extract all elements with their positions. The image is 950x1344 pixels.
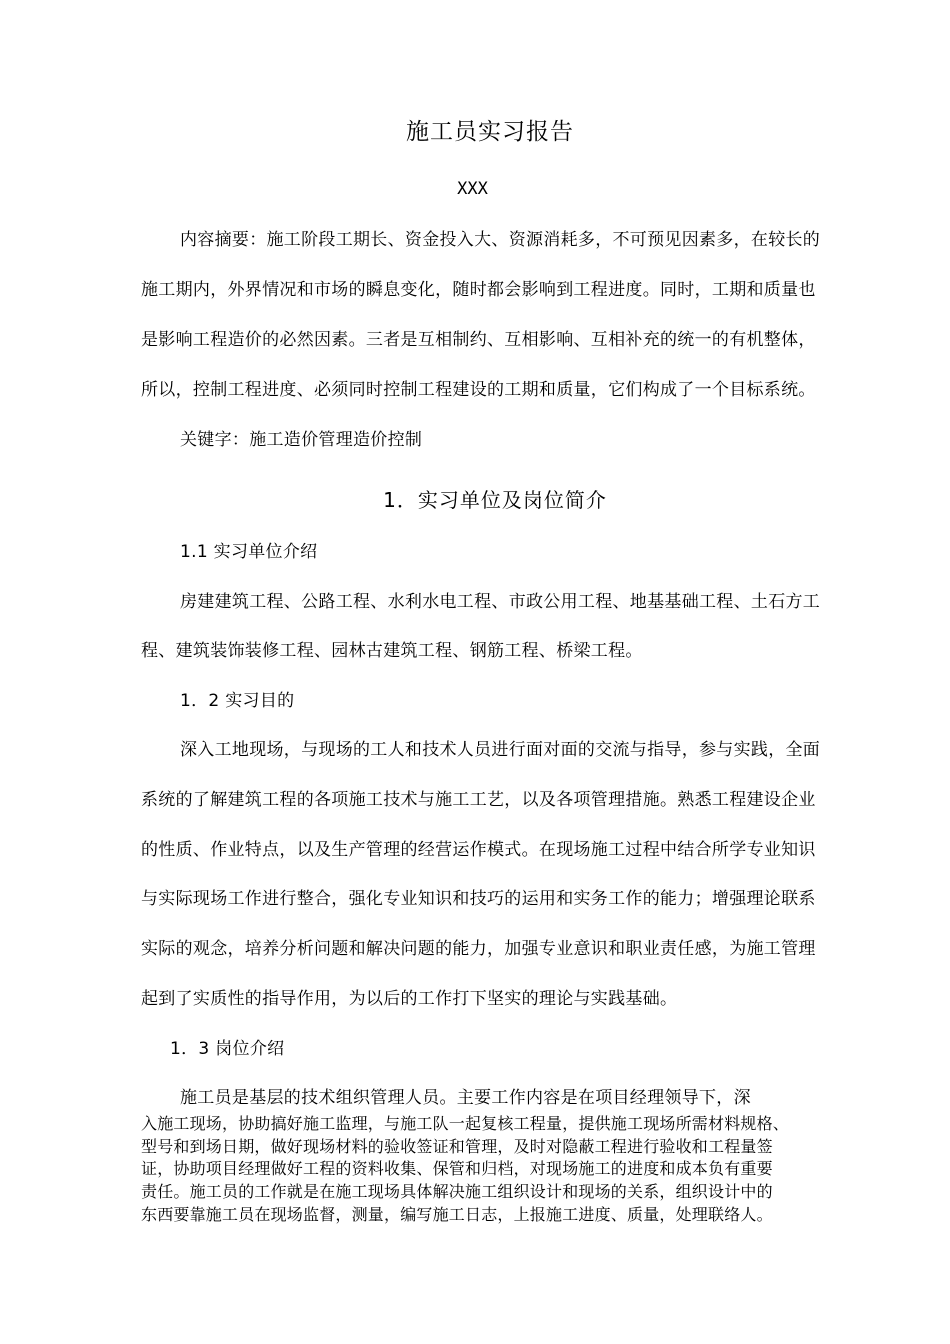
author-name: XXX bbox=[457, 179, 488, 199]
paragraph-line: 型号和到场日期，做好现场材料的验收签证和管理，及时对隐蔽工程进行验收和工程量签 bbox=[141, 1137, 773, 1156]
paragraph-line: 房建建筑工程、公路工程、水利水电工程、市政公用工程、地基基础工程、土石方工 bbox=[180, 592, 821, 612]
subsection-heading: 1．3 岗位介绍 bbox=[170, 1039, 285, 1059]
paragraph-line: 深入工地现场，与现场的工人和技术人员进行面对面的交流与指导，参与实践，全面 bbox=[180, 740, 821, 760]
abstract-line: 所以，控制工程进度、必须同时控制工程建设的工期和质量，它们构成了一个目标系统。 bbox=[141, 380, 816, 400]
paragraph-line: 东西要靠施工员在现场监督，测量，编写施工日志，上报施工进度、质量，处理联络人。 bbox=[141, 1205, 773, 1224]
subsection-heading: 1．2 实习目的 bbox=[180, 691, 295, 711]
abstract-line: 是影响工程造价的必然因素。三者是互相制约、互相影响、互相补充的统一的有机整体， bbox=[141, 330, 816, 350]
paragraph-line: 入施工现场，协助搞好施工监理，与施工队一起复核工程量，提供施工现场所需材料规格、 bbox=[141, 1114, 790, 1133]
paragraph-line: 程、建筑装饰装修工程、园林古建筑工程、钢筋工程、桥梁工程。 bbox=[141, 641, 643, 661]
paragraph-line: 的性质、作业特点，以及生产管理的经营运作模式。在现场施工过程中结合所学专业知识 bbox=[141, 840, 816, 860]
paragraph-line: 实际的观念，培养分析问题和解决问题的能力，加强专业意识和职业责任感，为施工管理 bbox=[141, 939, 816, 959]
abstract-line: 内容摘要：施工阶段工期长、资金投入大、资源消耗多，不可预见因素多，在较长的 bbox=[180, 230, 821, 250]
paragraph-line: 系统的了解建筑工程的各项施工技术与施工工艺，以及各项管理措施。熟悉工程建设企业 bbox=[141, 790, 816, 810]
paragraph-line: 证，协助项目经理做好工程的资料收集、保管和归档，对现场施工的进度和成本负有重要 bbox=[141, 1159, 773, 1178]
abstract-line: 施工期内，外界情况和市场的瞬息变化，随时都会影响到工程进度。同时，工期和质量也 bbox=[141, 280, 816, 300]
section-heading: 1．实习单位及岗位简介 bbox=[383, 488, 607, 512]
subsection-heading: 1.1 实习单位介绍 bbox=[180, 542, 318, 562]
paragraph-line: 责任。施工员的工作就是在施工现场具体解决施工组织设计和现场的关系，组织设计中的 bbox=[141, 1182, 773, 1201]
paragraph-line: 与实际现场工作进行整合，强化专业知识和技巧的运用和实务工作的能力；增强理论联系 bbox=[141, 889, 816, 909]
keywords: 关键字：施工造价管理造价控制 bbox=[180, 430, 423, 450]
paragraph-line: 起到了实质性的指导作用，为以后的工作打下坚实的理论与实践基础。 bbox=[141, 989, 678, 1009]
paragraph-line: 施工员是基层的技术组织管理人员。主要工作内容是在项目经理领导下，深 bbox=[180, 1088, 751, 1108]
document-title: 施工员实习报告 bbox=[406, 119, 574, 145]
